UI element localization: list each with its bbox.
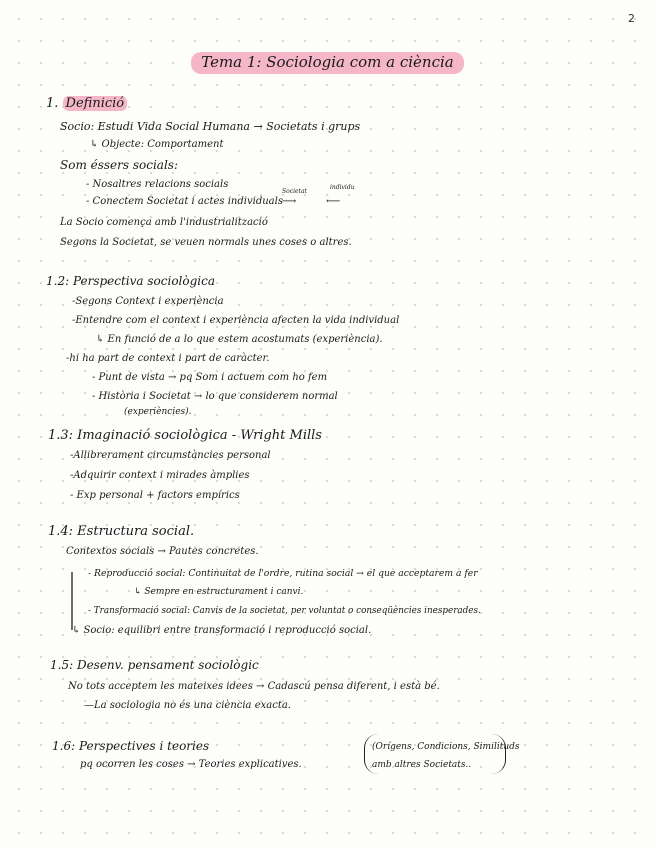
section-1-5-heading: 1.5: Desenv. pensament sociològic xyxy=(50,658,259,672)
s12-line-4: -hi ha part de context i part de caràcter. xyxy=(66,353,270,364)
section-1-number: 1. xyxy=(46,96,59,111)
s1-line-3: Som éssers socials: xyxy=(60,158,179,172)
s12-line-7: (experiències). xyxy=(124,407,192,417)
section-1-4-heading: 1.4: Estructura social. xyxy=(48,524,195,539)
page-number: 2 xyxy=(628,12,635,25)
s15-line-2: —La sociologia no és una ciència exacta. xyxy=(84,700,291,711)
s1-line-6: La Socio comença amb l'industrialització xyxy=(60,217,268,228)
s12-line-3: ↳ En funció de a lo que estem acostumats (experiència). xyxy=(96,334,383,345)
s12-line-6: - Història i Societat → lo que considerem normal xyxy=(92,391,338,402)
page-title: Tema 1: Sociologia com a ciència xyxy=(191,52,464,74)
s14-line-4: - Transformació social: Canvis de la societat, per voluntat o conseqüències inesperades. xyxy=(88,606,481,616)
s1-arrow-right: ⟶ xyxy=(282,196,297,207)
section-1-title: Definició xyxy=(63,96,128,111)
s1-line-4: - Nosaltres relacions socials xyxy=(86,179,229,190)
s1-line-1: Socio: Estudi Vida Social Humana → Societats i grups xyxy=(60,120,361,133)
s1-arrow-label-individual: individu xyxy=(330,184,355,191)
s1-line-2: ↳ Objecte: Comportament xyxy=(90,139,224,150)
s12-line-5: - Punt de vista → pq Som i actuem com ho fem xyxy=(92,372,328,383)
s16-line-1: pq ocorren les coses → Teories explicatives. xyxy=(80,759,302,770)
s1-arrow-label-society: Societat xyxy=(282,188,307,195)
section-1-6-heading: 1.6: Perspectives i teories xyxy=(52,739,210,753)
s16-paren-line-2: amb altres Societats.. xyxy=(372,760,472,770)
s13-line-2: -Adquirir context i mirades àmplies xyxy=(70,470,250,481)
s12-line-1: -Segons Context i experiència xyxy=(72,296,224,307)
s14-line-5: ↳ Socio: equilibri entre transformació i reproducció social. xyxy=(72,625,372,636)
s14-line-1: Contextos socials → Pautes concretes. xyxy=(66,546,259,557)
section-1-2-heading: 1.2: Perspectiva sociològica xyxy=(46,274,216,288)
section-1-3-heading: 1.3: Imaginació sociològica - Wright Mills xyxy=(48,428,322,443)
s1-line-7: Segons la Societat, se veuen normals unes coses o altres. xyxy=(60,237,352,248)
s1-line-5: - Conectem Societat i actes individuals xyxy=(86,196,283,207)
s15-line-1: No tots acceptem les mateixes idees → Cadascú pensa diferent, i està bé. xyxy=(68,681,440,692)
s14-line-3: ↳ Sempre en estructurament i canvi. xyxy=(134,587,304,597)
s12-line-2: -Entendre com el context i experiència afecten la vida individual xyxy=(72,315,400,326)
s13-line-3: - Exp personal + factors empírics xyxy=(70,490,240,501)
s16-paren-line-1: (Orígens, Condicions, Similituds xyxy=(372,742,520,752)
s1-arrow-left: ⟵ xyxy=(326,196,341,207)
s14-line-2: - Reproducció social: Continuitat de l'ordre, rutina social → el que acceptarem a fer xyxy=(88,568,478,579)
s13-line-1: -Allibrerament circumstàncies personal xyxy=(70,450,271,461)
